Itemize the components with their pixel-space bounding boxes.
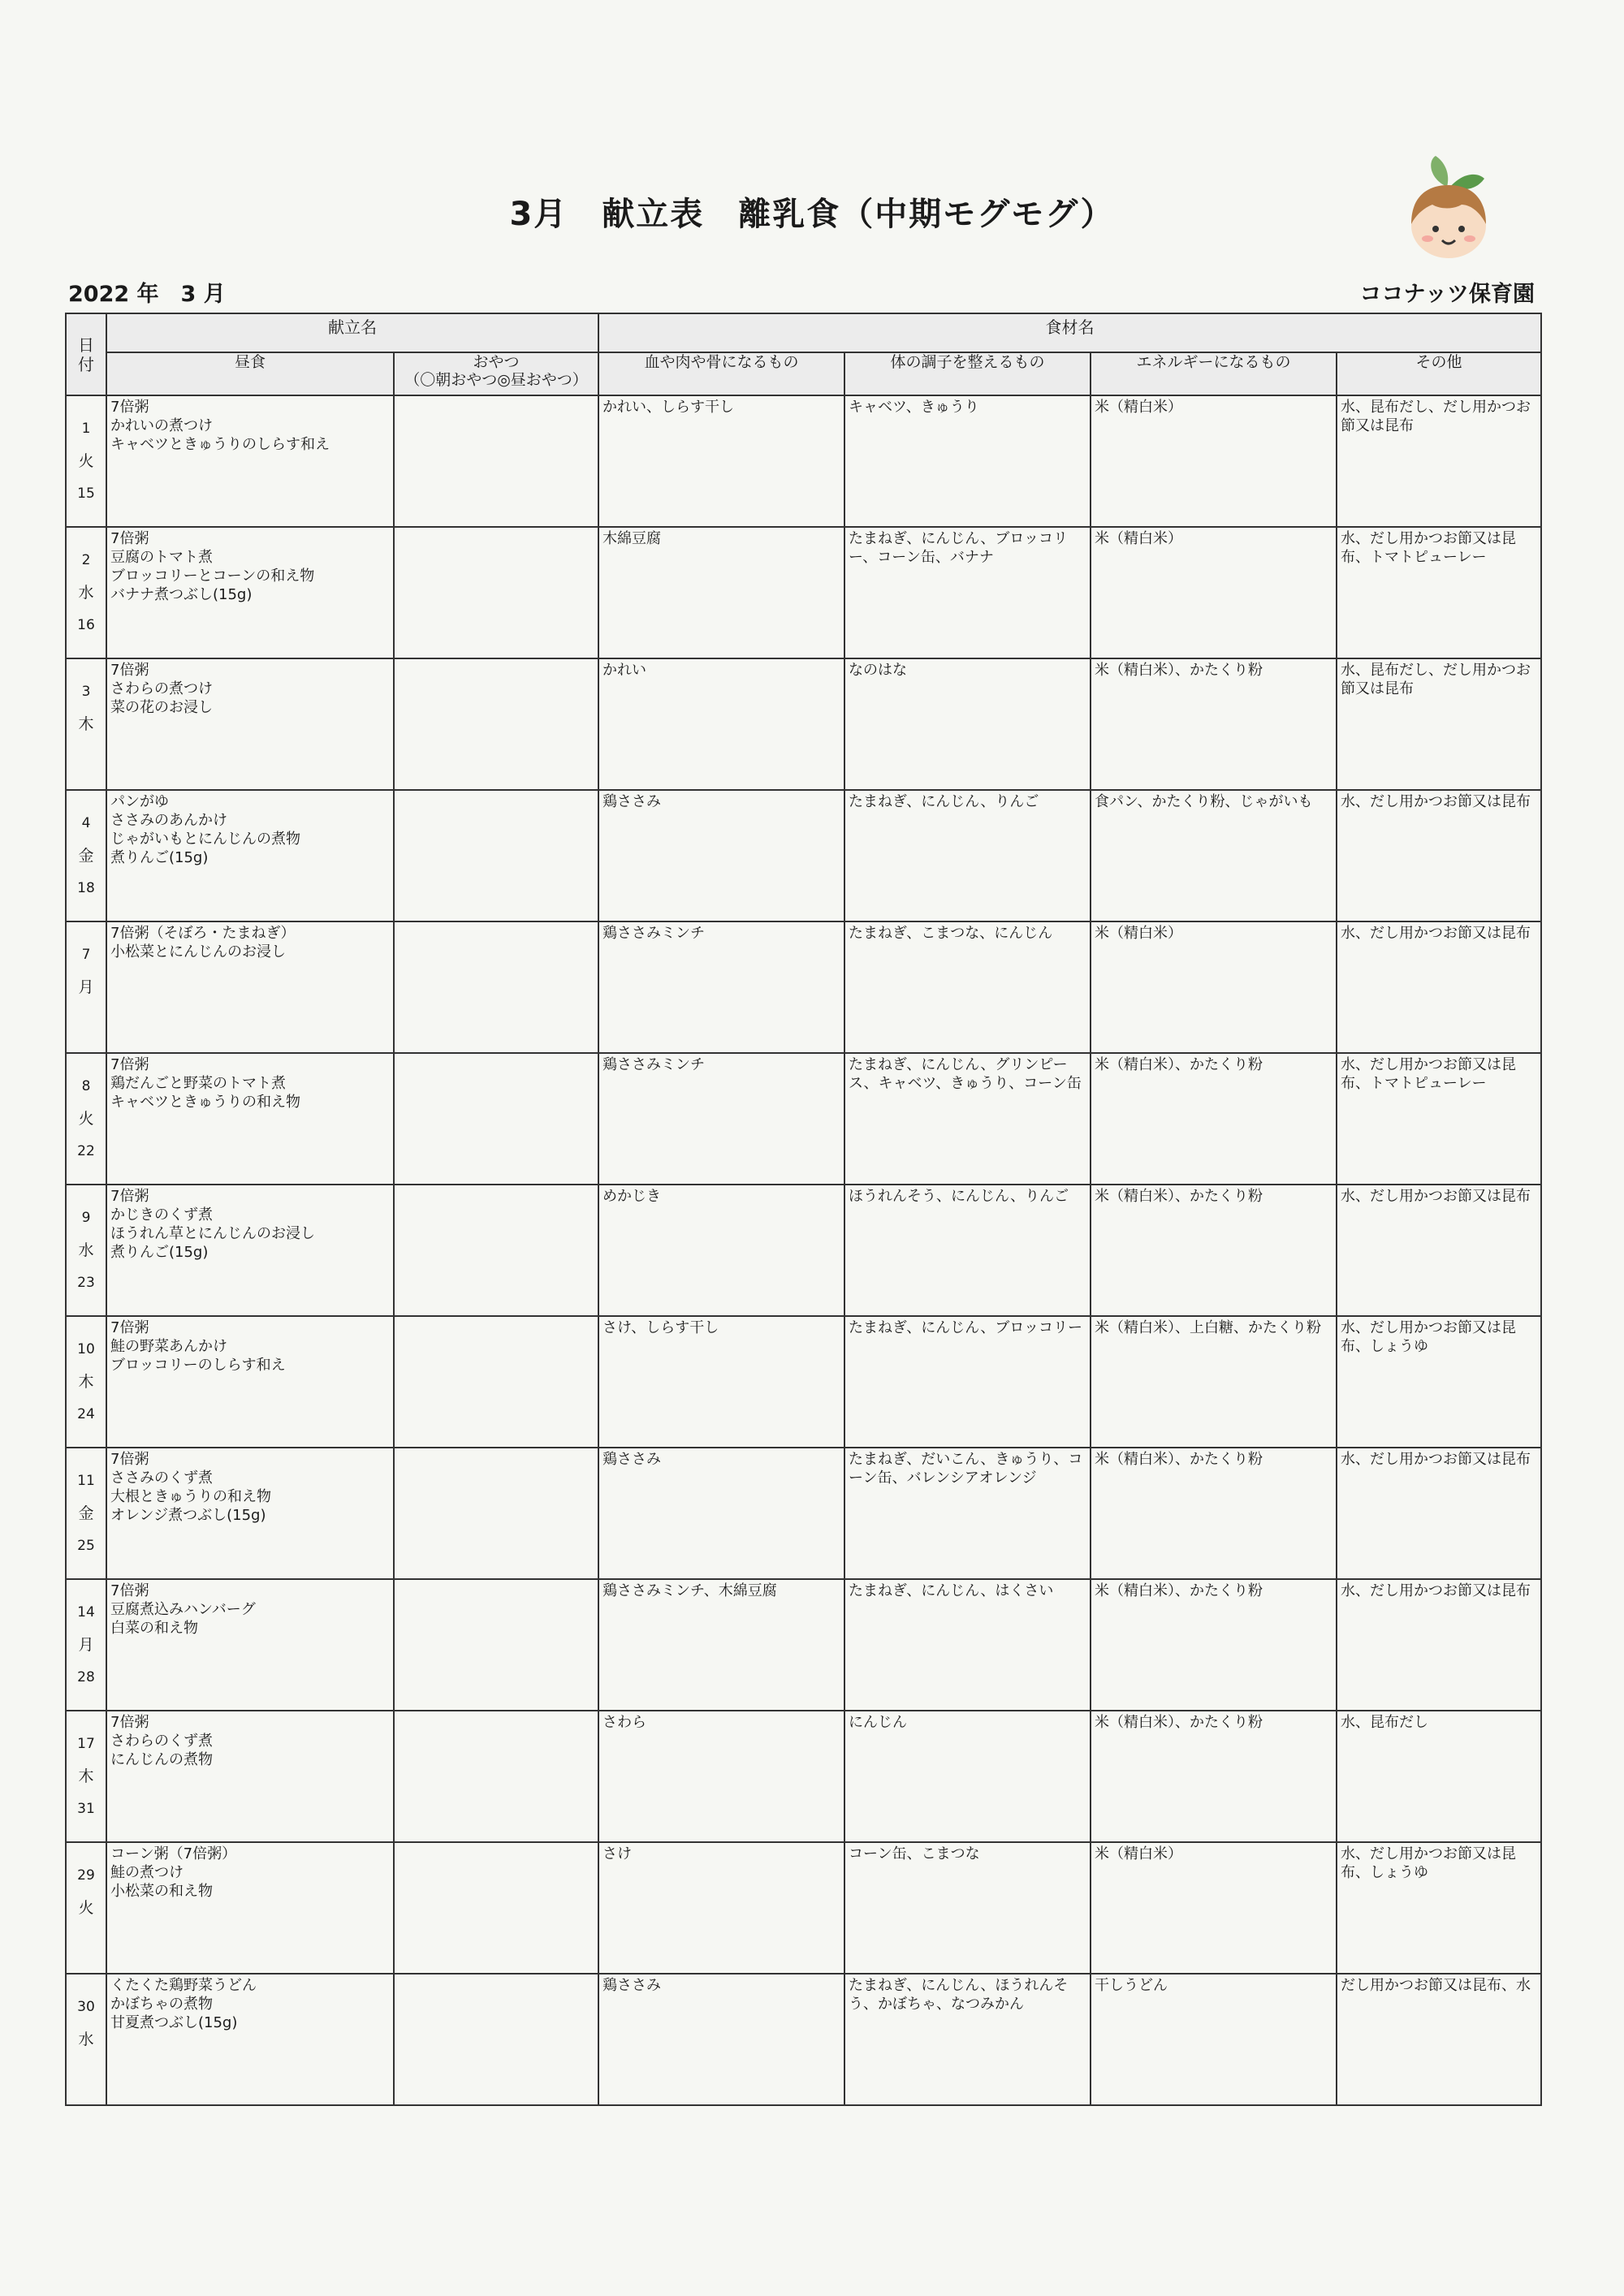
body-cell: ほうれんそう、にんじん、りんご xyxy=(844,1185,1091,1316)
day-number: 4 xyxy=(81,815,91,831)
date-cell xyxy=(66,1579,106,1711)
blood-cell: 鶏ささみ xyxy=(598,1448,844,1579)
blood-cell: かれい、しらす干し xyxy=(598,395,844,527)
lunch-cell xyxy=(106,1579,394,1711)
other-cell: 水、だし用かつお節又は昆布、トマトピューレー xyxy=(1337,527,1541,658)
body-cell: たまねぎ、にんじん、グリンピース、キャベツ、きゅうり、コーン缶 xyxy=(844,1053,1091,1185)
lunch-cell xyxy=(106,658,394,790)
table-row xyxy=(66,1316,1541,1448)
date-cell xyxy=(66,1711,106,1842)
lunch-cell xyxy=(106,790,394,921)
table-row xyxy=(66,1842,1541,1974)
snack-header xyxy=(394,352,598,395)
lunch-dish: ささみのあんかけ xyxy=(110,812,227,829)
date-cell xyxy=(66,1053,106,1185)
day-number: 8 xyxy=(81,1078,91,1094)
snack-cell xyxy=(394,527,598,658)
lunch-dish: 7倍粥 xyxy=(110,399,149,416)
lunch-dish: ほうれん草とにんじんのお浸し xyxy=(110,1225,315,1242)
date-cell xyxy=(66,1185,106,1316)
lunch-cell xyxy=(106,395,394,527)
energy-cell: 米（精白米）、かたくり粉 xyxy=(1091,1711,1337,1842)
other-cell: 水、だし用かつお節又は昆布 xyxy=(1337,1579,1541,1711)
blood-cell: めかじき xyxy=(598,1185,844,1316)
other-cell: だし用かつお節又は昆布、水 xyxy=(1337,1974,1541,2105)
date-cell xyxy=(66,395,106,527)
sub-number xyxy=(67,2056,106,2088)
table-row xyxy=(66,1185,1541,1316)
lunch-dish: 甘夏煮つぶし(15g) xyxy=(110,2014,238,2031)
lunch-dish: 7倍粥 xyxy=(110,530,149,547)
lunch-dish: さわらのくず煮 xyxy=(110,1733,213,1750)
blood-header: 血や肉や骨になるもの xyxy=(598,352,844,395)
table-row xyxy=(66,1053,1541,1185)
sub-number xyxy=(67,1003,106,1036)
snack-cell xyxy=(394,1053,598,1185)
energy-header: エネルギーになるもの xyxy=(1091,352,1337,395)
lunch-dish: 豆腐のトマト煮 xyxy=(110,549,213,566)
body-cell: たまねぎ、こまつな、にんじん xyxy=(844,921,1091,1053)
lunch-cell xyxy=(106,1316,394,1448)
date-cell xyxy=(66,658,106,790)
blood-cell: 木綿豆腐 xyxy=(598,527,844,658)
lunch-dish: 7倍粥 xyxy=(110,1451,149,1468)
blood-cell: 鶏ささみミンチ xyxy=(598,921,844,1053)
weekday: 木 xyxy=(78,715,94,733)
lunch-dish: 鮭の野菜あんかけ xyxy=(110,1338,227,1355)
sub-number: 15 xyxy=(77,486,95,502)
lunch-dish: 7倍粥 xyxy=(110,1319,149,1336)
energy-cell: 米（精白米）、かたくり粉 xyxy=(1091,1185,1337,1316)
ingredients-header: 食材名 xyxy=(598,313,1541,352)
day-number: 10 xyxy=(77,1341,95,1357)
lunch-cell xyxy=(106,1711,394,1842)
weekday: 金 xyxy=(78,847,94,865)
sub-number: 18 xyxy=(77,880,95,896)
body-cell: たまねぎ、にんじん、ブロッコリー、コーン缶、バナナ xyxy=(844,527,1091,658)
blood-cell: 鶏ささみミンチ、木綿豆腐 xyxy=(598,1579,844,1711)
body-cell: コーン缶、こまつな xyxy=(844,1842,1091,1974)
energy-cell: 米（精白米）、かたくり粉 xyxy=(1091,1053,1337,1185)
lunch-dish: ブロッコリーのしらす和え xyxy=(110,1357,286,1374)
body-cell: たまねぎ、だいこん、きゅうり、コーン缶、バレンシアオレンジ xyxy=(844,1448,1091,1579)
energy-cell: 米（精白米） xyxy=(1091,395,1337,527)
sub-number: 28 xyxy=(77,1669,95,1685)
other-header: その他 xyxy=(1337,352,1541,395)
lunch-dish: かじきのくず煮 xyxy=(110,1206,213,1224)
day-number: 9 xyxy=(81,1210,91,1226)
lunch-cell xyxy=(106,1974,394,2105)
energy-cell: 米（精白米）、かたくり粉 xyxy=(1091,1448,1337,1579)
body-cell: たまねぎ、にんじん、はくさい xyxy=(844,1579,1091,1711)
lunch-dish: 菜の花のお浸し xyxy=(110,699,213,716)
table-row xyxy=(66,527,1541,658)
other-cell: 水、だし用かつお節又は昆布 xyxy=(1337,1185,1541,1316)
weekday: 水 xyxy=(78,1241,94,1259)
lunch-dish: キャベツときゅうりの和え物 xyxy=(110,1094,300,1111)
lunch-dish: 7倍粥 xyxy=(110,662,149,679)
energy-cell: 米（精白米）、かたくり粉 xyxy=(1091,658,1337,790)
date-cell xyxy=(66,1448,106,1579)
lunch-dish: くたくた鶏野菜うどん xyxy=(110,1977,257,1994)
body-cell: たまねぎ、にんじん、りんご xyxy=(844,790,1091,921)
energy-cell: 米（精白米） xyxy=(1091,1842,1337,1974)
year-month: 2022 年 3 月 xyxy=(68,282,226,307)
day-number: 14 xyxy=(77,1604,95,1621)
day-number: 3 xyxy=(81,684,91,700)
snack-cell xyxy=(394,658,598,790)
weekday: 水 xyxy=(78,2031,94,2048)
body-cell: にんじん xyxy=(844,1711,1091,1842)
sub-number xyxy=(67,740,106,773)
lunch-dish: コーン粥（7倍粥） xyxy=(110,1845,237,1862)
sub-number: 24 xyxy=(77,1406,95,1422)
weekday: 火 xyxy=(78,1110,94,1128)
weekday: 月 xyxy=(78,1636,94,1654)
other-cell: 水、昆布だし xyxy=(1337,1711,1541,1842)
lunch-dish: にんじんの煮物 xyxy=(110,1751,213,1768)
snack-cell xyxy=(394,1185,598,1316)
lunch-cell xyxy=(106,1842,394,1974)
table-row xyxy=(66,921,1541,1053)
snack-cell xyxy=(394,1448,598,1579)
lunch-dish: ブロッコリーとコーンの和え物 xyxy=(110,568,315,585)
sub-number: 23 xyxy=(77,1275,95,1291)
other-cell: 水、昆布だし、だし用かつお節又は昆布 xyxy=(1337,658,1541,790)
body-cell: なのはな xyxy=(844,658,1091,790)
energy-cell: 食パン、かたくり粉、じゃがいも xyxy=(1091,790,1337,921)
snack-cell xyxy=(394,1974,598,2105)
body-cell: たまねぎ、にんじん、ブロッコリー xyxy=(844,1316,1091,1448)
snack-header-line2: （〇朝おやつ◎昼おやつ） xyxy=(404,371,588,389)
energy-cell: 米（精白米） xyxy=(1091,527,1337,658)
body-header: 体の調子を整えるもの xyxy=(844,352,1091,395)
day-number: 7 xyxy=(81,947,91,963)
lunch-dish: 大根ときゅうりの和え物 xyxy=(110,1488,271,1505)
other-cell: 水、だし用かつお節又は昆布 xyxy=(1337,921,1541,1053)
energy-cell: 米（精白米）、上白糖、かたくり粉 xyxy=(1091,1316,1337,1448)
lunch-cell xyxy=(106,527,394,658)
weekday: 木 xyxy=(78,1767,94,1785)
date-cell xyxy=(66,1842,106,1974)
weekday: 火 xyxy=(78,1899,94,1917)
other-cell: 水、だし用かつお節又は昆布 xyxy=(1337,790,1541,921)
table-row xyxy=(66,395,1541,527)
lunch-dish: オレンジ煮つぶし(15g) xyxy=(110,1507,266,1524)
date-cell xyxy=(66,527,106,658)
sub-number: 25 xyxy=(77,1538,95,1554)
page-title: 3月 献立表 離乳食（中期モグモグ） xyxy=(509,196,1115,233)
lunch-cell xyxy=(106,1053,394,1185)
other-cell: 水、だし用かつお節又は昆布、トマトピューレー xyxy=(1337,1053,1541,1185)
snack-cell xyxy=(394,790,598,921)
day-number: 11 xyxy=(77,1473,95,1489)
other-cell: 水、だし用かつお節又は昆布、しょうゆ xyxy=(1337,1842,1541,1974)
day-number: 2 xyxy=(81,552,91,568)
lunch-cell xyxy=(106,1185,394,1316)
other-cell: 水、昆布だし、だし用かつお節又は昆布 xyxy=(1337,395,1541,527)
mascot-logo-icon xyxy=(1405,154,1494,260)
table-row xyxy=(66,1974,1541,2105)
lunch-dish: バナナ煮つぶし(15g) xyxy=(110,586,253,603)
sub-number xyxy=(67,1924,106,1957)
lunch-dish: ささみのくず煮 xyxy=(110,1470,213,1487)
lunch-dish: かぼちゃの煮物 xyxy=(110,1996,213,2013)
day-number: 17 xyxy=(77,1736,95,1752)
lunch-dish: かれいの煮つけ xyxy=(110,417,213,434)
lunch-dish: 煮りんご(15g) xyxy=(110,1244,209,1261)
blood-cell: 鶏ささみミンチ xyxy=(598,1053,844,1185)
energy-cell: 米（精白米） xyxy=(1091,921,1337,1053)
snack-header-line1: おやつ xyxy=(473,353,520,371)
lunch-cell xyxy=(106,1448,394,1579)
sub-number: 22 xyxy=(77,1143,95,1159)
day-number: 29 xyxy=(77,1867,95,1884)
weekday: 水 xyxy=(78,584,94,602)
menu-name-header: 献立名 xyxy=(106,313,598,352)
table-row xyxy=(66,658,1541,790)
other-cell: 水、だし用かつお節又は昆布、しょうゆ xyxy=(1337,1316,1541,1448)
table-row xyxy=(66,790,1541,921)
day-number: 1 xyxy=(81,421,91,437)
snack-cell xyxy=(394,1711,598,1842)
lunch-dish: 7倍粥 xyxy=(110,1188,149,1205)
energy-cell: 干しうどん xyxy=(1091,1974,1337,2105)
blood-cell: さけ xyxy=(598,1842,844,1974)
snack-cell xyxy=(394,395,598,527)
nursery-name: ココナッツ保育園 xyxy=(1359,282,1535,307)
blood-cell: さわら xyxy=(598,1711,844,1842)
lunch-dish: 7倍粥 xyxy=(110,1056,149,1073)
date-cell xyxy=(66,1316,106,1448)
sub-number: 31 xyxy=(77,1801,95,1817)
lunch-dish: 豆腐煮込みハンバーグ xyxy=(110,1601,256,1618)
lunch-dish: 白菜の和え物 xyxy=(110,1620,198,1637)
other-cell: 水、だし用かつお節又は昆布 xyxy=(1337,1448,1541,1579)
blood-cell: かれい xyxy=(598,658,844,790)
lunch-dish: 鶏だんごと野菜のトマト煮 xyxy=(110,1075,286,1092)
snack-cell xyxy=(394,1842,598,1974)
lunch-dish: キャベツときゅうりのしらす和え xyxy=(110,436,330,453)
date-cell xyxy=(66,790,106,921)
day-header-char: 付 xyxy=(78,354,94,374)
weekday: 木 xyxy=(78,1373,94,1391)
date-cell xyxy=(66,921,106,1053)
lunch-dish: 7倍粥（そぼろ・たまねぎ） xyxy=(110,925,296,942)
lunch-dish: さわらの煮つけ xyxy=(110,680,213,697)
table-row xyxy=(66,1579,1541,1711)
lunch-dish: じゃがいもとにんじんの煮物 xyxy=(110,831,300,848)
body-cell: たまねぎ、にんじん、ほうれんそう、かぼちゃ、なつみかん xyxy=(844,1974,1091,2105)
snack-cell xyxy=(394,921,598,1053)
lunch-dish: 小松菜とにんじんのお浸し xyxy=(110,943,286,960)
body-cell: キャベツ、きゅうり xyxy=(844,395,1091,527)
lunch-cell xyxy=(106,921,394,1053)
table-row xyxy=(66,1711,1541,1842)
lunch-header: 昼食 xyxy=(106,352,394,395)
weekday: 月 xyxy=(78,978,94,996)
lunch-dish: 小松菜の和え物 xyxy=(110,1883,213,1900)
lunch-dish: パンがゆ xyxy=(110,793,169,810)
blood-cell: さけ、しらす干し xyxy=(598,1316,844,1448)
sub-number: 16 xyxy=(77,617,95,633)
menu-table xyxy=(65,313,1542,2106)
energy-cell: 米（精白米）、かたくり粉 xyxy=(1091,1579,1337,1711)
day-header-char: 日 xyxy=(78,334,94,355)
day-number: 30 xyxy=(77,1999,95,2015)
blood-cell: 鶏ささみ xyxy=(598,790,844,921)
day-header xyxy=(66,313,106,395)
snack-cell xyxy=(394,1316,598,1448)
weekday: 火 xyxy=(78,452,94,470)
lunch-dish: 7倍粥 xyxy=(110,1582,149,1599)
weekday: 金 xyxy=(78,1504,94,1522)
snack-cell xyxy=(394,1579,598,1711)
date-cell xyxy=(66,1974,106,2105)
blood-cell: 鶏ささみ xyxy=(598,1974,844,2105)
lunch-dish: 7倍粥 xyxy=(110,1714,149,1731)
lunch-dish: 煮りんご(15g) xyxy=(110,849,209,866)
table-row xyxy=(66,1448,1541,1579)
lunch-dish: 鮭の煮つけ xyxy=(110,1864,184,1881)
